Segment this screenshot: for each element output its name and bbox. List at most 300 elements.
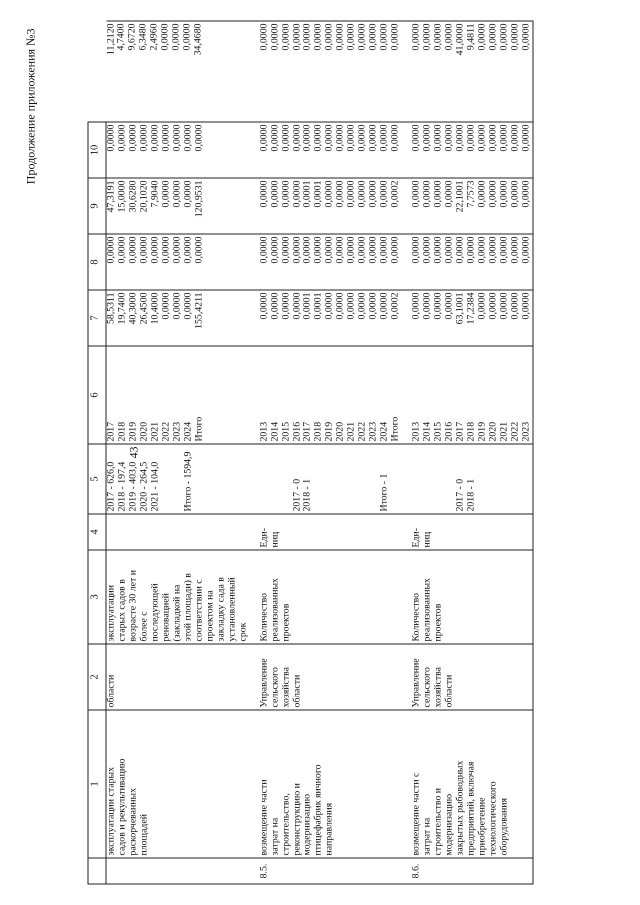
target-value-cell-line (259, 447, 270, 512)
local-funding-cell (402, 122, 533, 178)
regional-funding-cell-line: 0,0000 (410, 180, 422, 208)
local-funding-cell-line: 0,0000 (498, 124, 510, 152)
federal-funding-cell-line: 0,0000 (345, 236, 357, 264)
federal-funding-cell-line: 0,0000 (378, 236, 390, 264)
unit-cell-line: ниц (269, 531, 281, 548)
federal-funding-cell-line: 0,0000 (138, 236, 150, 264)
target-value-cell-line (270, 447, 281, 512)
total-funding-cell-line: 0,0000 (269, 292, 281, 320)
federal-funding-cell-line: 0,0000 (509, 236, 521, 264)
total-funding-cell-line: 17,2384 (465, 292, 477, 325)
regional-funding-cell-line: 0,0000 (356, 180, 368, 208)
year-cell-line: 2020 (138, 421, 150, 442)
indicator-cell-line: (закладкой на (171, 584, 183, 642)
page-number: 43 (126, 446, 141, 459)
item-number-cell (106, 858, 249, 884)
year-cell-line: 2022 (160, 421, 172, 442)
indicator-cell-line: реализованных (421, 578, 433, 642)
header-cell: 2 (88, 644, 106, 710)
regional-funding-cell-line: 0,0000 (509, 180, 521, 208)
total-funding-cell-line: 155,4211 (193, 292, 205, 329)
federal-funding-cell-line: 0,0000 (356, 236, 368, 264)
total-funding-cell-line: 0,0000 (443, 292, 455, 320)
federal-funding-cell-line: 0,0000 (160, 236, 172, 264)
activity-cell-line: технологического (487, 781, 499, 856)
year-cell (402, 346, 533, 444)
header-cell: 1 (88, 710, 106, 858)
indicator-cell-line: соответствии с (193, 579, 205, 642)
extra-funding-cell-line: 0,0000 (367, 23, 379, 51)
local-funding-cell-line: 0,0000 (345, 124, 357, 152)
continuation-title: Продолжение приложения №3 (23, 28, 38, 185)
extra-funding-cell (106, 21, 249, 122)
unit-cell (106, 514, 249, 550)
year-cell-line: 2023 (520, 421, 532, 442)
regional-funding-cell-line: 0,0001 (301, 180, 313, 208)
total-funding-cell-line: 10,4000 (149, 292, 161, 325)
local-funding-cell-line: 0,0000 (182, 124, 194, 152)
target-value-cell-line (434, 447, 445, 512)
header-cell: 8 (88, 234, 106, 290)
year-cell-line: 2019 (127, 421, 139, 442)
target-value-cell-line: 2018 - 1 (301, 478, 313, 512)
executor-cell-line: Управление (410, 658, 422, 708)
year-cell (106, 346, 249, 444)
activity-cell-line: возмещение части с (410, 772, 422, 856)
year-cell-line: 2024 (378, 421, 390, 442)
extra-funding-cell-line: 0,0000 (476, 23, 488, 51)
target-value-cell-line: 2019 - 403,0 (127, 461, 139, 512)
local-funding-cell-line: 0,0000 (487, 124, 499, 152)
regional-funding-cell-line: 7,9040 (149, 180, 161, 208)
executor-cell-line: области (105, 674, 117, 708)
year-cell-line: 2014 (421, 421, 433, 442)
item-number-cell-line (107, 861, 118, 882)
activity-cell-line: модернизацию (443, 793, 455, 856)
local-funding-cell-line: 0,0000 (258, 124, 270, 152)
local-funding-cell-line: 0,0000 (160, 124, 172, 152)
local-funding-cell-line: 0,0000 (410, 124, 422, 152)
target-value-cell-line (336, 447, 347, 512)
activity-cell-line: затрат на (269, 817, 281, 856)
local-funding-cell-line: 0,0000 (465, 124, 477, 152)
total-funding-cell-line: 0,0000 (334, 292, 346, 320)
target-value-cell-line (161, 447, 172, 512)
local-funding-cell-line: 0,0000 (269, 124, 281, 152)
total-funding-cell-line: 0,0000 (367, 292, 379, 320)
total-funding-cell-line: 0,0000 (520, 292, 532, 320)
total-funding-cell-line: 0,0002 (389, 292, 401, 320)
local-funding-cell-line: 0,0000 (138, 124, 150, 152)
federal-funding-cell-line: 0,0000 (410, 236, 422, 264)
year-cell-line: 2017 (301, 421, 313, 442)
executor-cell (106, 644, 249, 710)
table-row (402, 21, 533, 884)
activity-cell-line: модернизацию (301, 793, 313, 856)
federal-funding-cell-line: 0,0000 (116, 236, 128, 264)
regional-funding-cell-line: 47,3191 (105, 180, 117, 213)
indicator-cell-line: возрасте 30 лет и (127, 570, 139, 642)
year-cell-line: 2015 (280, 421, 292, 442)
extra-funding-cell-line: 6,3480 (137, 23, 149, 51)
year-cell-line: 2015 (432, 421, 444, 442)
extra-funding-cell-line: 0,0000 (159, 23, 171, 51)
regional-funding-cell-line: 0,0000 (160, 180, 172, 208)
total-funding-cell-line: 0,0000 (258, 292, 270, 320)
extra-funding-cell-line: 0,0000 (498, 23, 510, 51)
unit-cell-line: ниц (421, 531, 433, 548)
federal-funding-cell-line: 0,0000 (269, 236, 281, 264)
activity-cell (402, 710, 533, 858)
local-funding-cell-line: 0,0000 (367, 124, 379, 152)
regional-funding-cell-line: 0,0000 (443, 180, 455, 208)
activity-cell-line: строительство, (280, 793, 292, 856)
executor-cell-line: Управление (258, 658, 270, 708)
regional-funding-cell-line: 0,0000 (323, 180, 335, 208)
local-funding-cell-line: 0,0000 (105, 124, 117, 152)
total-funding-cell-line: 0,0000 (280, 292, 292, 320)
indicator-cell (402, 550, 533, 644)
year-cell-line: 2018 (116, 421, 128, 442)
extra-funding-cell-line: 9,6720 (126, 23, 138, 51)
regional-funding-cell-line: 0,0000 (432, 180, 444, 208)
year-cell-line: 2017 (454, 421, 466, 442)
extra-funding-cell (249, 21, 402, 122)
indicator-cell-line: срок (237, 622, 249, 642)
table-row (106, 21, 249, 884)
extra-funding-cell-line: 0,0000 (410, 23, 422, 51)
year-cell-line: 2018 (465, 421, 477, 442)
federal-funding-cell-line: 0,0000 (312, 236, 324, 264)
year-cell-line: 2019 (476, 421, 488, 442)
local-funding-cell-line: 0,0000 (149, 124, 161, 152)
extra-funding-cell-line: 0,0000 (487, 23, 499, 51)
extra-funding-cell-line: 0,0000 (291, 23, 302, 51)
indicator-cell-line: проектов (432, 603, 444, 642)
local-funding-cell-line: 0,0000 (301, 124, 313, 152)
total-funding-cell-line: 19,7400 (116, 292, 128, 325)
activity-cell-line: площадей (138, 814, 150, 856)
target-value-cell-line (423, 447, 434, 512)
extra-funding-cell-line: 0,0000 (509, 23, 521, 51)
year-cell-line: 2023 (367, 421, 379, 442)
unit-cell (402, 514, 533, 550)
extra-funding-cell-line: 0,0000 (170, 23, 182, 51)
activity-cell-line: реконструкцию и (291, 783, 302, 856)
target-value-cell (106, 444, 249, 514)
target-value-cell-line: 2020 - 264,5 (138, 461, 150, 512)
federal-funding-cell (402, 234, 533, 290)
regional-funding-cell-line: 0,0000 (487, 180, 499, 208)
regional-funding-cell-line: 0,0000 (258, 180, 270, 208)
item-number-cell-line: 8.6. (410, 863, 422, 879)
header-cell: 10 (88, 122, 106, 178)
year-cell-line: 2020 (487, 421, 499, 442)
local-funding-cell-line: 0,0000 (312, 124, 324, 152)
indicator-cell-line: этой площади) в (182, 573, 194, 642)
local-funding-cell-line: 0,0000 (476, 124, 488, 152)
target-value-cell-line (314, 447, 325, 512)
year-cell-line: 2024 (182, 421, 194, 442)
federal-funding-cell-line: 0,0000 (432, 236, 444, 264)
target-value-cell (402, 444, 533, 514)
federal-funding-cell-line: 0,0000 (443, 236, 455, 264)
indicator-cell-line: последующей (149, 583, 161, 642)
local-funding-cell-line: 0,0000 (421, 124, 433, 152)
indicator-cell (249, 550, 402, 644)
extra-funding-cell-line: 0,0000 (334, 23, 346, 51)
federal-funding-cell-line: 0,0000 (193, 236, 205, 264)
indicator-cell-line: Количество (258, 592, 270, 642)
extra-funding-cell-line: 2,4960 (148, 23, 160, 51)
total-funding-cell-line: 0,0000 (476, 292, 488, 320)
header-num-cell (88, 858, 106, 884)
extra-funding-cell-line: 34,4680 (192, 23, 204, 56)
total-funding-cell-line: 58,5311 (105, 292, 117, 324)
year-cell-line: 2020 (334, 421, 346, 442)
total-funding-cell-line: 0,0000 (323, 292, 335, 320)
extra-funding-cell-line: 0,0000 (181, 23, 193, 51)
federal-funding-cell-line: 0,0000 (301, 236, 313, 264)
regional-funding-cell-line: 0,0000 (378, 180, 390, 208)
regional-funding-cell-line: 0,0000 (334, 180, 346, 208)
regional-funding-cell-line: 22,1001 (454, 180, 466, 213)
indicator-cell-line: старых садов в (116, 579, 128, 642)
header-cell: 9 (88, 178, 106, 234)
year-cell (249, 346, 402, 444)
indicator-cell-line: закладку сада в (215, 577, 227, 642)
indicator-cell (106, 550, 249, 644)
local-funding-cell-line: 0,0000 (116, 124, 128, 152)
federal-funding-cell-line: 0,0000 (465, 236, 477, 264)
total-funding-cell-line: 0,0000 (421, 292, 433, 320)
year-cell-line: 2016 (443, 421, 455, 442)
header-cell: 3 (88, 550, 106, 644)
federal-funding-cell-line: 0,0000 (149, 236, 161, 264)
federal-funding-cell-line: 0,0000 (520, 236, 532, 264)
header-cell: 5 (88, 444, 106, 514)
regional-funding-cell-line: 20,1020 (138, 180, 150, 213)
year-cell-line: 2013 (410, 421, 422, 442)
program-table (88, 21, 534, 885)
item-number-cell (249, 858, 402, 884)
regional-funding-cell-line: 0,0001 (312, 180, 324, 208)
extra-funding-cell-line: 0,0000 (432, 23, 444, 51)
total-funding-cell-line: 0,0000 (487, 292, 499, 320)
total-funding-cell (402, 290, 533, 346)
activity-cell-line: раскорчеванных (127, 788, 139, 856)
year-cell-line: 2021 (498, 421, 510, 442)
total-funding-cell-line: 0,0000 (378, 292, 390, 320)
year-cell-line: 2017 (105, 421, 117, 442)
target-value-cell-line: 2018 - 1 (465, 478, 477, 512)
regional-funding-cell-line: 15,0000 (116, 180, 128, 213)
year-cell-line: 2013 (258, 421, 270, 442)
total-funding-cell (249, 290, 402, 346)
unit-cell (249, 514, 402, 550)
local-funding-cell-line: 0,0000 (389, 124, 401, 152)
extra-funding-cell-line: 0,0000 (356, 23, 368, 51)
target-value-cell-line (358, 447, 369, 512)
executor-cell-line: сельского (269, 667, 281, 708)
federal-funding-cell-line: 0,0000 (323, 236, 335, 264)
regional-funding-cell (402, 178, 533, 234)
federal-funding-cell-line: 0,0000 (182, 236, 194, 264)
target-value-cell-line (281, 447, 292, 512)
federal-funding-cell-line: 0,0000 (454, 236, 466, 264)
target-value-cell-line: Итого - 1 (378, 473, 390, 512)
total-funding-cell-line: 0,0001 (301, 292, 313, 320)
activity-cell (106, 710, 249, 858)
local-funding-cell-line: 0,0000 (193, 124, 205, 152)
local-funding-cell-line: 0,0000 (520, 124, 532, 152)
executor-cell-line: области (291, 674, 302, 708)
indicator-cell-line: установленный (226, 577, 238, 642)
extra-funding-cell-line: 0,0000 (520, 23, 532, 51)
regional-funding-cell-line: 0,0002 (389, 180, 401, 208)
extra-funding-cell-line: 0,0000 (301, 23, 313, 51)
regional-funding-cell-line: 0,0000 (476, 180, 488, 208)
target-value-cell-line: 2017 - 0 (454, 478, 466, 512)
year-cell-line: 2022 (356, 421, 368, 442)
header-cell: 6 (88, 346, 106, 444)
regional-funding-cell-line: 0,0000 (498, 180, 510, 208)
federal-funding-cell (249, 234, 402, 290)
target-value-cell-line (325, 447, 336, 512)
item-number-cell-line: 8.5. (258, 863, 270, 879)
federal-funding-cell-line: 0,0000 (421, 236, 433, 264)
regional-funding-cell-line: 0,0000 (367, 180, 379, 208)
activity-cell-line: оборудования (498, 797, 510, 856)
unit-cell-line: Еди- (258, 528, 270, 548)
indicator-cell-line: проектом на (204, 590, 216, 642)
local-funding-cell-line: 0,0000 (454, 124, 466, 152)
federal-funding-cell-line: 0,0000 (487, 236, 499, 264)
indicator-cell-line: эксплуатации (105, 584, 117, 642)
federal-funding-cell-line: 0,0000 (498, 236, 510, 264)
indicator-cell-line: Количество (410, 592, 422, 642)
indicator-cell-line: более с (138, 611, 150, 642)
total-funding-cell-line: 0,0000 (356, 292, 368, 320)
federal-funding-cell (106, 234, 249, 290)
unit-cell-line: Еди- (410, 528, 422, 548)
total-funding-cell-line: 0,0000 (182, 292, 194, 320)
executor-cell-line: хозяйства (432, 666, 444, 708)
regional-funding-cell-line: 120,9531 (193, 180, 205, 218)
year-cell-line: Итого (389, 416, 401, 442)
local-funding-cell-line: 0,0000 (432, 124, 444, 152)
year-cell-line: 2023 (171, 421, 183, 442)
extra-funding-cell-line: 0,0000 (443, 23, 455, 51)
total-funding-cell-line: 0,0001 (312, 292, 324, 320)
target-value-cell-line: 2017 - 626,0 (105, 461, 117, 512)
year-cell-line: 2019 (323, 421, 335, 442)
activity-cell-line: закрытых рыбоводных (454, 760, 466, 856)
regional-funding-cell (249, 178, 402, 234)
total-funding-cell-line: 0,0000 (291, 292, 302, 320)
extra-funding-cell-line: 0,0000 (269, 23, 281, 51)
extra-funding-cell-line: 0,0000 (421, 23, 433, 51)
executor-cell-line: сельского (421, 667, 433, 708)
item-number-cell (402, 858, 533, 884)
regional-funding-cell-line: 0,0000 (280, 180, 292, 208)
extra-funding-cell-line: 9,4811 (465, 23, 477, 51)
federal-funding-cell-line: 0,0000 (258, 236, 270, 264)
federal-funding-cell-line: 0,0000 (389, 236, 401, 264)
total-funding-cell-line: 0,0000 (345, 292, 357, 320)
executor-cell-line: хозяйства (280, 666, 292, 708)
regional-funding-cell (106, 178, 249, 234)
table-row (249, 21, 402, 884)
regional-funding-cell-line: 0,0000 (182, 180, 194, 208)
executor-cell-line: области (443, 674, 455, 708)
regional-funding-cell-line: 0,0000 (345, 180, 357, 208)
federal-funding-cell-line: 0,0000 (291, 236, 302, 264)
header-row (88, 21, 106, 884)
year-cell-line: 2016 (291, 421, 302, 442)
target-value-cell (249, 444, 402, 514)
regional-funding-cell-line: 30,6280 (127, 180, 139, 213)
activity-cell-line: направления (323, 802, 335, 856)
local-funding-cell (106, 122, 249, 178)
indicator-cell-line: реализованных (269, 578, 281, 642)
local-funding-cell-line: 0,0000 (334, 124, 346, 152)
year-cell-line: 2022 (509, 421, 521, 442)
total-funding-cell-line: 40,3000 (127, 292, 139, 325)
year-cell-line: 2021 (345, 421, 357, 442)
local-funding-cell-line: 0,0000 (171, 124, 183, 152)
local-funding-cell-line: 0,0000 (378, 124, 390, 152)
extra-funding-cell-line: 0,0000 (258, 23, 270, 51)
total-funding-cell-line: 0,0000 (171, 292, 183, 320)
activity-cell-line: строительство и (432, 787, 444, 856)
total-funding-cell (106, 290, 249, 346)
federal-funding-cell-line: 0,0000 (105, 236, 117, 264)
target-value-cell-line (347, 447, 358, 512)
target-value-cell-line: 2017 - 0 (291, 478, 302, 512)
local-funding-cell (249, 122, 402, 178)
activity-cell-line: птицефабрик яичного (312, 764, 324, 856)
target-value-cell-line: 2018 - 197,4 (116, 461, 128, 512)
total-funding-cell-line: 0,0000 (160, 292, 172, 320)
activity-cell (249, 710, 402, 858)
federal-funding-cell-line: 0,0000 (334, 236, 346, 264)
local-funding-cell-line: 0,0000 (509, 124, 521, 152)
header-cell: 4 (88, 514, 106, 550)
federal-funding-cell-line: 0,0000 (280, 236, 292, 264)
total-funding-cell-line: 0,0000 (509, 292, 521, 320)
regional-funding-cell-line: 7,7573 (465, 180, 477, 208)
year-cell-line: 2018 (312, 421, 324, 442)
extra-funding-cell-line: 0,0000 (323, 23, 335, 51)
activity-cell-line: эксплуатации старых (105, 767, 117, 856)
header-cell: 7 (88, 290, 106, 346)
indicator-cell-line: реновацией (160, 593, 172, 642)
extra-funding-cell-line: 0,0000 (345, 23, 357, 51)
activity-cell-line: возмещение части (258, 779, 270, 856)
executor-cell (402, 644, 533, 710)
rotated-content (23, 21, 618, 885)
target-value-cell-line: Итого - 1594,9 (182, 451, 194, 512)
extra-funding-cell-line: 0,0000 (389, 23, 401, 51)
total-funding-cell-line: 63,1001 (454, 292, 466, 325)
regional-funding-cell-line: 0,0000 (520, 180, 532, 208)
regional-funding-cell-line: 0,0000 (269, 180, 281, 208)
extra-funding-cell-line: 0,0000 (312, 23, 324, 51)
year-cell-line: Итого (193, 416, 205, 442)
regional-funding-cell-line: 0,0000 (421, 180, 433, 208)
total-funding-cell-line: 0,0000 (410, 292, 422, 320)
